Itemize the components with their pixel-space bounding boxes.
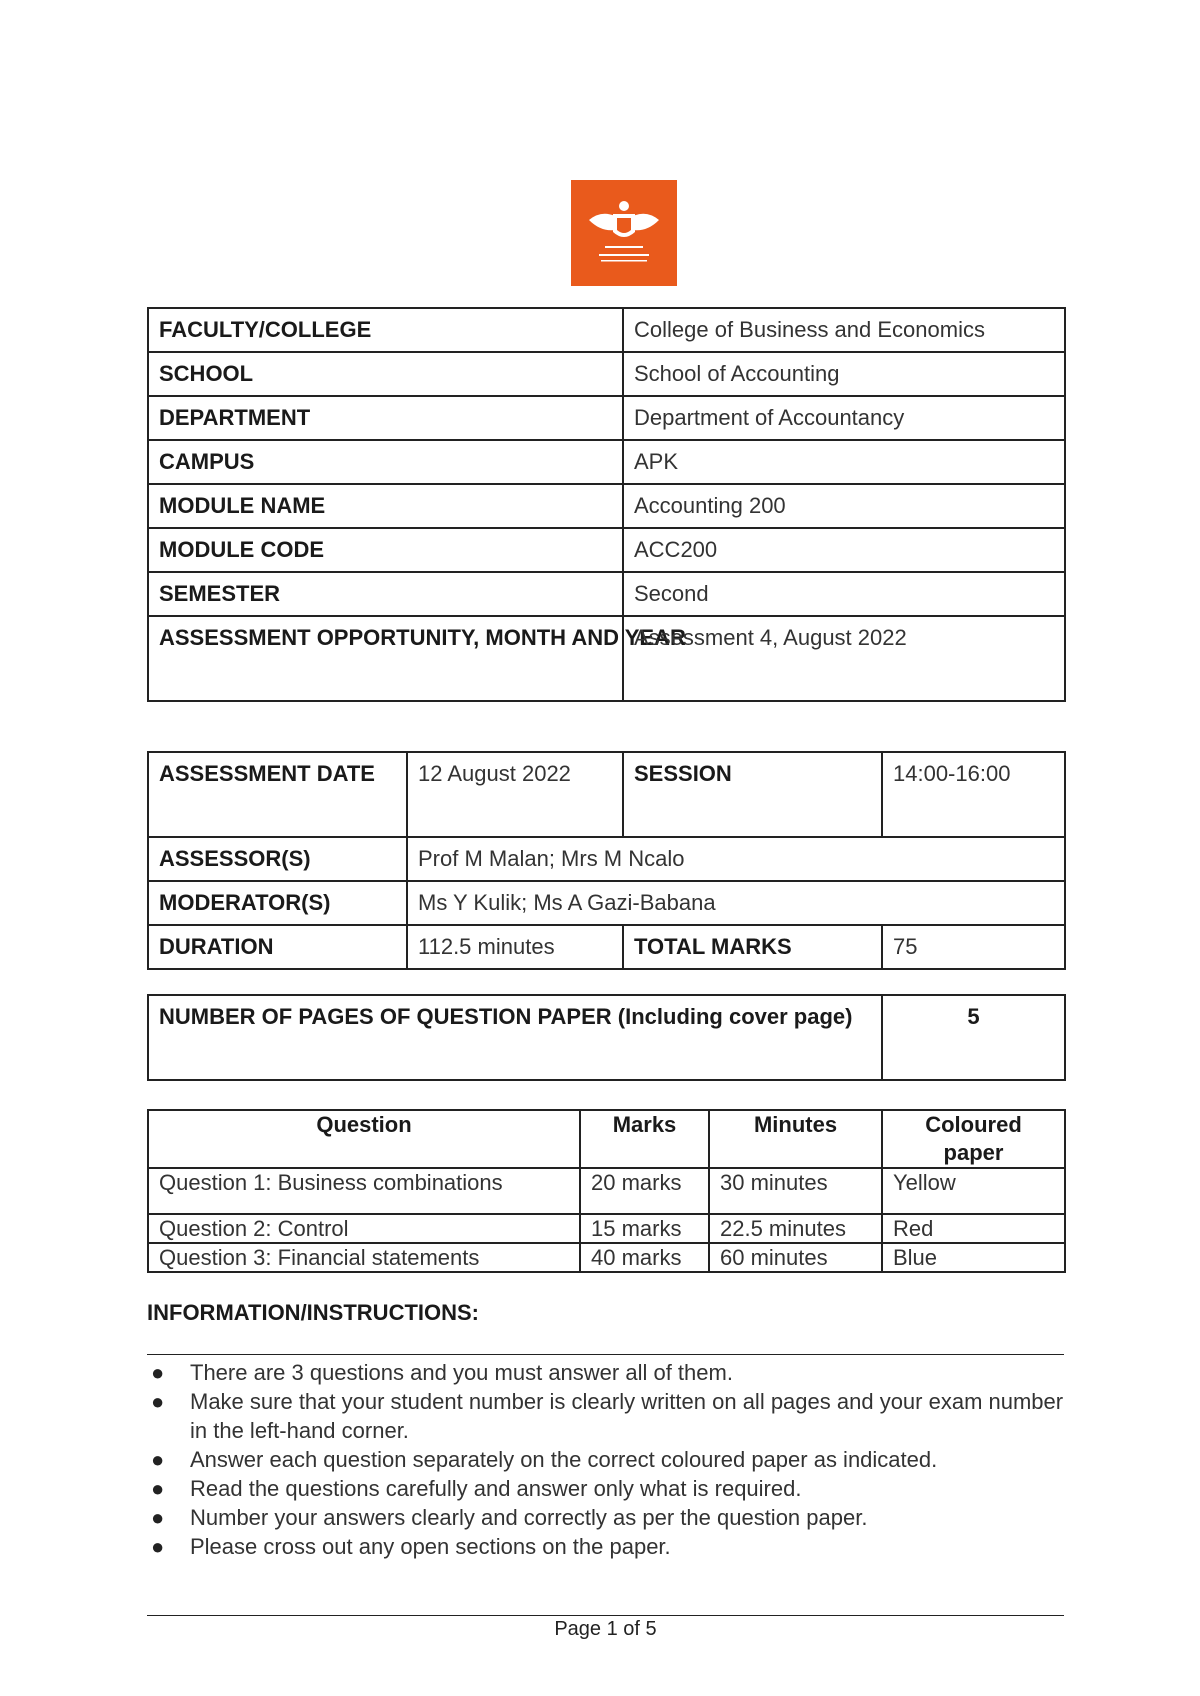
table-row <box>148 440 1065 484</box>
total-marks-label: TOTAL MARKS <box>623 925 882 969</box>
question-marks: 40 marks <box>580 1243 709 1272</box>
table-row <box>148 752 1065 837</box>
bullet-icon: ● <box>151 1476 165 1501</box>
instructions-list <box>147 1358 1064 1561</box>
table-row <box>148 1214 1065 1243</box>
instructions-divider <box>147 1354 1064 1355</box>
faculty-label: FACULTY/COLLEGE <box>148 308 623 352</box>
column-header-question: Question <box>148 1110 580 1168</box>
department-value: Department of Accountancy <box>623 396 1065 440</box>
table-row <box>148 995 1065 1080</box>
table-row <box>148 616 1065 701</box>
duration-value: 112.5 minutes <box>407 925 623 969</box>
question-marks: 15 marks <box>580 1214 709 1243</box>
page-count-table <box>147 994 1066 1081</box>
total-marks-value: 75 <box>882 925 1065 969</box>
table-row <box>148 528 1065 572</box>
table-row <box>148 1168 1065 1214</box>
page-number: Page 1 of 5 <box>554 1618 657 1640</box>
school-label: SCHOOL <box>148 352 623 396</box>
assessment-details-table <box>147 751 1066 970</box>
assessment-opportunity-value: Assessment 4, August 2022 <box>623 616 1065 701</box>
question-name: Question 2: Control <box>148 1214 580 1243</box>
module-code-value: ACC200 <box>623 528 1065 572</box>
campus-label: CAMPUS <box>148 440 623 484</box>
page-count-label: NUMBER OF PAGES OF QUESTION PAPER (Including cover page) <box>148 995 882 1080</box>
list-item: ● Make sure that your student number is clearly written on all pages and your exam number in the left-hand corner. <box>151 1389 1064 1443</box>
instructions-heading: INFORMATION/INSTRUCTIONS: <box>147 1300 480 1325</box>
semester-value: Second <box>623 572 1065 616</box>
school-value: School of Accounting <box>623 352 1065 396</box>
column-header-minutes: Minutes <box>709 1110 882 1168</box>
duration-label: DURATION <box>148 925 407 969</box>
question-minutes: 22.5 minutes <box>709 1214 882 1243</box>
faculty-value: College of Business and Economics <box>623 308 1065 352</box>
assessment-date-label: ASSESSMENT DATE <box>148 752 407 837</box>
table-row <box>148 837 1065 881</box>
table-row <box>148 925 1065 969</box>
column-header-coloured-paper: Coloured paper <box>882 1110 1065 1168</box>
table-row <box>148 396 1065 440</box>
assessment-date-value: 12 August 2022 <box>407 752 623 837</box>
session-label: SESSION <box>623 752 882 837</box>
bullet-icon: ● <box>151 1447 165 1472</box>
table-row <box>148 308 1065 352</box>
questions-table <box>147 1109 1066 1273</box>
question-paper-colour: Red <box>882 1214 1065 1243</box>
table-header-row <box>148 1110 1065 1168</box>
column-header-marks: Marks <box>580 1110 709 1168</box>
bullet-icon: ● <box>151 1534 165 1559</box>
table-row <box>148 1243 1065 1272</box>
module-code-label: MODULE CODE <box>148 528 623 572</box>
question-marks: 20 marks <box>580 1168 709 1214</box>
question-minutes: 60 minutes <box>709 1243 882 1272</box>
department-label: DEPARTMENT <box>148 396 623 440</box>
moderators-label: MODERATOR(S) <box>148 881 407 925</box>
module-name-value: Accounting 200 <box>623 484 1065 528</box>
list-item: ● Read the questions carefully and answer only what is required. <box>151 1476 802 1501</box>
session-value: 14:00-16:00 <box>882 752 1065 837</box>
assessment-opportunity-label: ASSESSMENT OPPORTUNITY, MONTH AND YEAR <box>148 616 623 701</box>
list-item: ● Answer each question separately on the correct coloured paper as indicated. <box>151 1447 938 1472</box>
moderators-value: Ms Y Kulik; Ms A Gazi-Babana <box>407 881 1065 925</box>
question-minutes: 30 minutes <box>709 1168 882 1214</box>
list-item: ● Number your answers clearly and correctly as per the question paper. <box>151 1505 868 1530</box>
question-name: Question 1: Business combinations <box>148 1168 580 1214</box>
table-row <box>148 572 1065 616</box>
list-item: ● Please cross out any open sections on the paper. <box>151 1534 671 1559</box>
crest-emblem-icon <box>571 180 677 286</box>
module-name-label: MODULE NAME <box>148 484 623 528</box>
list-item: ● There are 3 questions and you must answer all of them. <box>151 1360 733 1385</box>
table-row <box>148 484 1065 528</box>
module-info-table <box>147 307 1066 702</box>
footer-divider <box>147 1615 1064 1616</box>
question-paper-colour: Blue <box>882 1243 1065 1272</box>
assessors-value: Prof M Malan; Mrs M Ncalo <box>407 837 1065 881</box>
campus-value: APK <box>623 440 1065 484</box>
question-paper-colour: Yellow <box>882 1168 1065 1214</box>
table-row <box>148 881 1065 925</box>
semester-label: SEMESTER <box>148 572 623 616</box>
assessors-label: ASSESSOR(S) <box>148 837 407 881</box>
bullet-icon: ● <box>151 1389 165 1414</box>
page-count-value: 5 <box>882 995 1065 1080</box>
bullet-icon: ● <box>151 1505 165 1530</box>
bullet-icon: ● <box>151 1360 165 1385</box>
question-name: Question 3: Financial statements <box>148 1243 580 1272</box>
table-row <box>148 352 1065 396</box>
university-crest-logo <box>571 180 677 286</box>
